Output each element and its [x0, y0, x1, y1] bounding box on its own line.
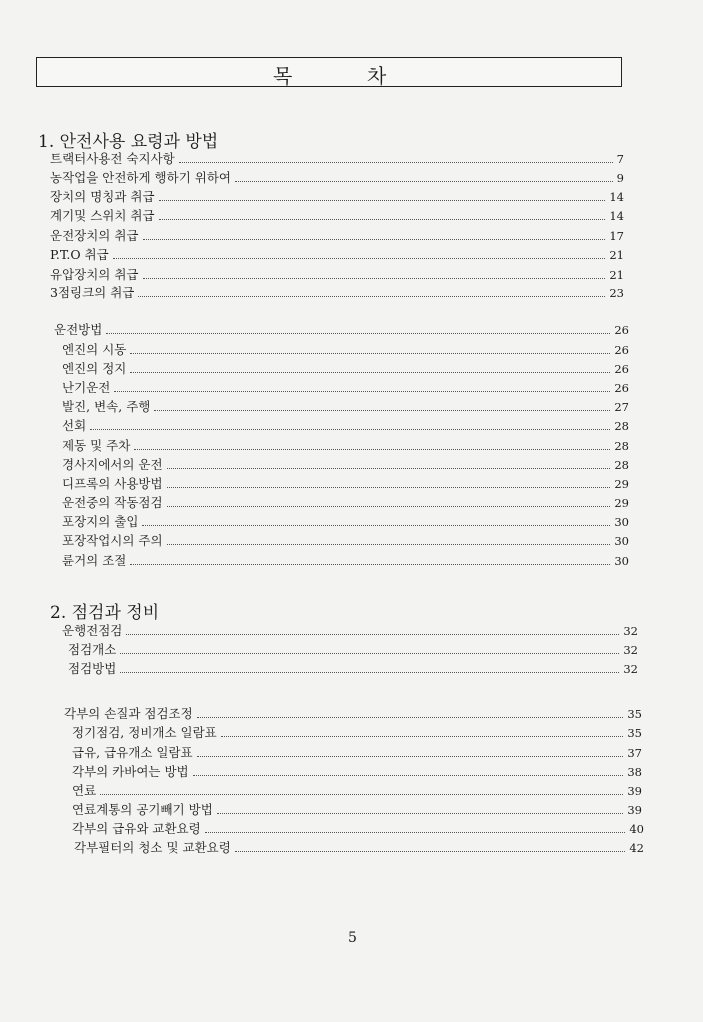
- toc-group-entry[interactable]: [64, 705, 642, 723]
- toc-entry-label: 정기점검, 정비개소 일람표: [72, 725, 217, 740]
- toc-entry[interactable]: [50, 169, 624, 187]
- toc-entry[interactable]: [50, 266, 624, 284]
- leader-dots: [167, 456, 611, 469]
- toc-entry-page: 14: [609, 190, 624, 204]
- page-number: 5: [348, 930, 357, 946]
- leader-dots: [120, 660, 619, 673]
- leader-dots: [106, 321, 610, 334]
- toc-entry[interactable]: [50, 246, 624, 264]
- toc-group-entry[interactable]: [62, 622, 638, 640]
- toc-entry-page: 27: [614, 400, 629, 414]
- toc-entry-page: 38: [627, 765, 642, 779]
- toc-entry[interactable]: [62, 475, 629, 493]
- toc-entry-page: 39: [627, 803, 642, 817]
- toc-entry[interactable]: [62, 417, 629, 435]
- toc-entry-page: 35: [627, 726, 642, 740]
- toc-entry-page: 9: [616, 171, 624, 185]
- toc-entry-page: 26: [614, 323, 629, 337]
- toc-entry-label: 제동 및 주차: [62, 438, 131, 453]
- leader-dots: [130, 341, 610, 354]
- toc-entry-label: P.T.O 취급: [50, 247, 109, 262]
- toc-entry-label: 농작업을 안전하게 행하기 위하여: [50, 170, 231, 185]
- toc-entry-label: 난기운전: [62, 380, 111, 395]
- toc-entry[interactable]: [72, 782, 642, 800]
- toc-entry[interactable]: [62, 379, 629, 397]
- leader-dots: [120, 641, 619, 654]
- leader-dots: [130, 360, 610, 373]
- toc-entry-label: 급유, 급유개소 일람표: [72, 745, 193, 760]
- leader-dots: [221, 724, 624, 737]
- leader-dots: [159, 188, 606, 201]
- toc-entry-page: 29: [614, 477, 629, 491]
- toc-entry-label: 점검개소: [68, 642, 117, 657]
- toc-entry-page: 28: [614, 458, 629, 472]
- toc-entry-label: 각부필터의 청소 및 교환요령: [74, 840, 231, 855]
- toc-entry-page: 26: [614, 381, 629, 395]
- toc-entry[interactable]: [62, 456, 629, 474]
- toc-entry-page: 39: [627, 784, 642, 798]
- leader-dots: [143, 227, 606, 240]
- toc-entry-label: 운행전점검: [62, 623, 123, 638]
- toc-entry[interactable]: [62, 513, 629, 531]
- leader-dots: [154, 398, 610, 411]
- toc-entry[interactable]: [72, 744, 642, 762]
- toc-entry[interactable]: [68, 660, 638, 678]
- leader-dots: [197, 744, 624, 757]
- toc-entry-page: 30: [614, 515, 629, 529]
- toc-entry[interactable]: [62, 437, 629, 455]
- toc-entry-label: 엔진의 시동: [62, 342, 127, 357]
- toc-entry-page: 28: [614, 419, 629, 433]
- toc-entry[interactable]: [62, 552, 629, 570]
- toc-entry-page: 29: [614, 496, 629, 510]
- leader-dots: [205, 820, 626, 833]
- toc-entry-label: 디프록의 사용방법: [62, 476, 163, 491]
- toc-entry[interactable]: [62, 341, 629, 359]
- toc-entry[interactable]: [72, 724, 642, 742]
- toc-title-char-2: 차: [367, 64, 388, 88]
- toc-entry[interactable]: [62, 532, 629, 550]
- toc-entry-page: 26: [614, 362, 629, 376]
- toc-entry-label: 선회: [62, 418, 87, 433]
- leader-dots: [138, 284, 605, 297]
- toc-entry-page: 42: [629, 841, 644, 855]
- toc-entry-label: 유압장치의 취급: [50, 267, 139, 282]
- leader-dots: [134, 437, 610, 450]
- toc-entry[interactable]: [50, 150, 624, 168]
- toc-entry-page: 26: [614, 343, 629, 357]
- toc-entry[interactable]: [74, 839, 644, 857]
- leader-dots: [114, 379, 610, 392]
- toc-entry[interactable]: [50, 284, 624, 302]
- toc-entry-label: 각부의 손질과 점검조정: [64, 706, 193, 721]
- leader-dots: [193, 763, 624, 776]
- leader-dots: [100, 782, 623, 795]
- toc-entry-label: 점검방법: [68, 661, 117, 676]
- toc-entry-page: 14: [609, 209, 624, 223]
- toc-entry[interactable]: [62, 494, 629, 512]
- toc-entry[interactable]: [50, 188, 624, 206]
- toc-entry-label: 장치의 명칭과 취급: [50, 189, 155, 204]
- toc-entry-label: 발진, 변속, 주행: [62, 399, 151, 414]
- toc-entry[interactable]: [72, 763, 642, 781]
- toc-entry-page: 32: [623, 662, 638, 676]
- leader-dots: [130, 552, 610, 565]
- toc-entry-page: 21: [609, 268, 624, 282]
- toc-entry-label: 연료계통의 공기빼기 방법: [72, 802, 213, 817]
- toc-entry-page: 30: [614, 534, 629, 548]
- toc-entry-label: 포장작업시의 주의: [62, 533, 163, 548]
- toc-entry[interactable]: [68, 641, 638, 659]
- toc-entry[interactable]: [72, 820, 644, 838]
- leader-dots: [167, 532, 611, 545]
- leader-dots: [126, 622, 619, 635]
- toc-entry-page: 21: [609, 248, 624, 262]
- toc-entry-label: 엔진의 정지: [62, 361, 127, 376]
- leader-dots: [142, 513, 610, 526]
- leader-dots: [179, 150, 613, 163]
- toc-entry[interactable]: [72, 801, 642, 819]
- toc-entry-label: 포장지의 출입: [62, 514, 139, 529]
- leader-dots: [90, 417, 610, 430]
- leader-dots: [113, 246, 606, 259]
- toc-entry-label: 각부의 급유와 교환요령: [72, 821, 201, 836]
- toc-entry-label: 연료: [72, 783, 97, 798]
- toc-group-entry[interactable]: [54, 321, 629, 339]
- toc-entry-label: 3점링크의 취급: [50, 285, 135, 300]
- toc-entry-label: 운전중의 작동점검: [62, 495, 163, 510]
- leader-dots: [235, 839, 626, 852]
- toc-entry-page: 32: [623, 624, 638, 638]
- toc-entry-page: 32: [623, 643, 638, 657]
- section-2-heading: 2. 점검과 정비: [50, 603, 160, 623]
- toc-entry-label: 경사지에서의 운전: [62, 457, 163, 472]
- leader-dots: [159, 207, 606, 220]
- leader-dots: [167, 475, 611, 488]
- toc-title-char-1: 목: [273, 64, 294, 88]
- toc-entry[interactable]: [62, 360, 629, 378]
- toc-entry-page: 37: [627, 746, 642, 760]
- toc-title-box: [36, 57, 622, 87]
- toc-entry[interactable]: [50, 227, 624, 245]
- leader-dots: [217, 801, 624, 814]
- toc-entry-label: 운전방법: [54, 322, 103, 337]
- leader-dots: [235, 169, 613, 182]
- toc-entry-page: 17: [609, 229, 624, 243]
- leader-dots: [197, 705, 624, 718]
- toc-entry-page: 30: [614, 554, 629, 568]
- toc-entry-label: 각부의 카바여는 방법: [72, 764, 189, 779]
- toc-entry-label: 계기및 스위치 취급: [50, 208, 155, 223]
- section-1-heading: 1. 안전사용 요령과 방법: [38, 132, 219, 152]
- toc-entry-label: 운전장치의 취급: [50, 228, 139, 243]
- leader-dots: [167, 494, 611, 507]
- toc-entry-page: 35: [627, 707, 642, 721]
- toc-entry-page: 7: [616, 152, 624, 166]
- toc-entry-label: 트랙터사용전 숙지사항: [50, 151, 175, 166]
- toc-entry[interactable]: [50, 207, 624, 225]
- toc-entry-label: 륜거의 조절: [62, 553, 127, 568]
- leader-dots: [143, 266, 606, 279]
- toc-entry-page: 23: [609, 286, 624, 300]
- toc-entry-page: 28: [614, 439, 629, 453]
- toc-entry-page: 40: [629, 822, 644, 836]
- toc-entry[interactable]: [62, 398, 629, 416]
